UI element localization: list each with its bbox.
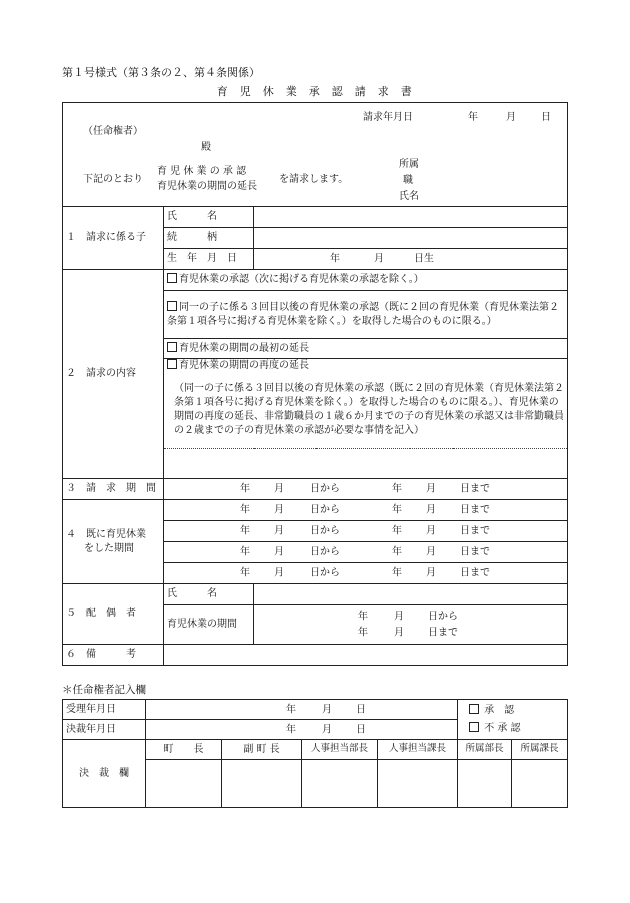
appointer-label: （任命権者） xyxy=(83,126,143,137)
section3-label: ３ 請 求 期 間 xyxy=(63,479,164,500)
spouse-name-field[interactable] xyxy=(254,584,568,605)
birth-suffix: 日生 xyxy=(414,253,434,265)
stamp-hr-manager[interactable] xyxy=(378,760,458,808)
stamp-deputy-mayor[interactable] xyxy=(222,760,302,808)
content-reason-field[interactable] xyxy=(164,449,568,479)
child-birth-field[interactable] xyxy=(254,249,568,270)
request-period-row[interactable]: 年 月 日から 年 月 日まで xyxy=(164,479,568,500)
section1-label: １ 請求に係る子 xyxy=(63,207,164,270)
request-header xyxy=(63,103,568,207)
preamble-left: 下記のとおり xyxy=(83,174,143,185)
spouse-name-label: 氏 名 xyxy=(164,584,254,605)
child-name-field[interactable] xyxy=(254,207,568,228)
child-relation-field[interactable] xyxy=(254,228,568,249)
past-period-row[interactable]: 年 月 日から 年 月 日まで xyxy=(164,521,568,542)
request-year: 年 xyxy=(468,112,478,123)
role-deputy-mayor: 副 町 長 xyxy=(222,740,302,760)
role-mayor: 町 長 xyxy=(146,740,222,760)
remarks-field[interactable] xyxy=(164,645,568,666)
approve-option[interactable]: 承 認 xyxy=(461,704,564,718)
approval-table xyxy=(62,699,568,808)
checkbox-icon[interactable] xyxy=(167,273,177,283)
request-month: 月 xyxy=(506,112,516,123)
received-date-label: 受理年月日 xyxy=(63,700,146,720)
role-hr-director: 人事担当部長 xyxy=(302,740,378,760)
section2-label: ２ 請求の内容 xyxy=(63,270,164,479)
content-item-3[interactable]: 育児休業の期間の最初の延長 xyxy=(164,339,568,359)
option-approval: 育 児 休 業 の 承 認 xyxy=(157,166,247,177)
decision-label: 決 裁 欄 xyxy=(63,740,146,808)
preamble-right: を請求します。 xyxy=(279,174,349,185)
dept-label: 所属 xyxy=(399,159,419,170)
request-date-label: 請求年月日 xyxy=(363,112,413,123)
decision-result xyxy=(458,700,568,740)
content-item-1[interactable]: 育児休業の承認（次に掲げる育児休業の承認を除く。） xyxy=(164,270,568,291)
reject-option[interactable]: 不 承 認 xyxy=(461,722,564,736)
document-title: 育 児 休 業 承 認 請 求 書 xyxy=(216,85,413,98)
checkbox-icon[interactable] xyxy=(167,342,177,352)
checkbox-icon[interactable] xyxy=(469,704,479,714)
child-name-label: 氏 名 xyxy=(164,207,254,228)
role-hr-manager: 人事担当課長 xyxy=(378,740,458,760)
received-date-field[interactable]: 年 月 日 xyxy=(146,700,458,720)
checkbox-icon[interactable] xyxy=(167,301,177,311)
birth-year: 年 xyxy=(330,253,340,265)
stamp-mayor[interactable] xyxy=(146,760,222,808)
checkbox-icon[interactable] xyxy=(469,722,479,732)
spouse-period-field[interactable]: 年 月 日から 年 月 日まで xyxy=(254,605,568,645)
form-number: 第１号様式（第３条の２、第４条関係） xyxy=(62,66,260,79)
past-period-row[interactable]: 年 月 日から 年 月 日まで xyxy=(164,500,568,521)
checkbox-icon[interactable] xyxy=(167,359,177,369)
section5-label: ５ 配 偶 者 xyxy=(63,584,164,645)
past-period-row[interactable]: 年 月 日から 年 月 日まで xyxy=(164,542,568,563)
section6-label: ６ 備 考 xyxy=(63,645,164,666)
name-label: 氏名 xyxy=(399,191,419,202)
option-extension: 育児休業の期間の延長 xyxy=(157,181,257,192)
decided-date-label: 決裁年月日 xyxy=(63,720,146,740)
stamp-dept-manager[interactable] xyxy=(512,760,568,808)
role-dept-manager: 所属課長 xyxy=(512,740,568,760)
approval-section-title: ＊任命権者記入欄 xyxy=(62,684,146,696)
content-item-4[interactable]: 育児休業の期間の再度の延長 xyxy=(164,359,568,373)
birth-month: 月 xyxy=(374,253,384,265)
past-period-row[interactable]: 年 月 日から 年 月 日まで xyxy=(164,563,568,584)
child-birth-label: 生 年 月 日 xyxy=(164,249,254,270)
child-relation-label: 続 柄 xyxy=(164,228,254,249)
stamp-hr-director[interactable] xyxy=(302,760,378,808)
position-label: 職 xyxy=(403,175,413,186)
section4-label: ４ 既に育児休業 をした期間 xyxy=(63,500,164,584)
request-day: 日 xyxy=(541,112,551,123)
spouse-period-label: 育児休業の期間 xyxy=(164,605,254,645)
request-form-table xyxy=(62,102,568,666)
role-dept-director: 所属部長 xyxy=(458,740,512,760)
stamp-dept-director[interactable] xyxy=(458,760,512,808)
honorific-label: 殿 xyxy=(201,142,211,153)
content-item-4-note: （同一の子に係る３回目以後の育児休業の承認（既に２回の育児休業（育児休業法第２条第１項各号に掲げる育児休業を除く。）を取得した場合のものに限る。）、育児休業の期間の再度の延長、非常勤職員の１歳６か月までの子の育児休業の承認又は非常勤職員の２歳までの子の育児休業の承認が必要な事情を記入） xyxy=(164,373,568,449)
decided-date-field[interactable]: 年 月 日 xyxy=(146,720,458,740)
content-item-2[interactable]: 同一の子に係る３回目以後の育児休業の承認（既に２回の育児休業（育児休業法第２条第１項各号に掲げる育児休業を除く。）を取得した場合のものに限る。） xyxy=(164,291,568,339)
